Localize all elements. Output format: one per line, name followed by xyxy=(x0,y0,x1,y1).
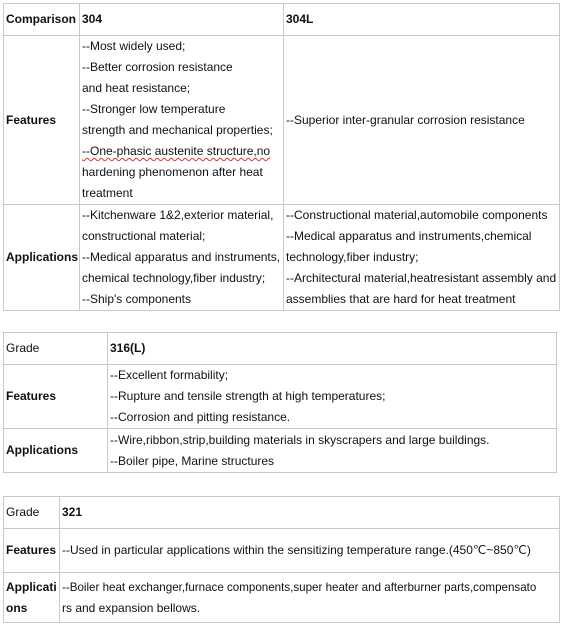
features-line: --Rupture and tensile strength at high temperatures; xyxy=(110,389,386,403)
features-cell xyxy=(108,365,557,429)
applications-label-line: Applicati xyxy=(6,579,57,594)
applications-304l-line: --Constructional material,automobile components xyxy=(286,208,548,222)
features-label: Features xyxy=(4,529,60,573)
applications-line: rs and expansion bellows. xyxy=(62,600,201,615)
grade-label: Grade xyxy=(4,333,108,365)
table-row xyxy=(4,365,557,429)
applications-label xyxy=(4,573,60,623)
features-304-line: --Most widely used; xyxy=(82,39,186,53)
features-304-line: and heat resistance; xyxy=(82,81,191,95)
applications-304-line: --Ship's components xyxy=(82,292,192,306)
grade-value: 321 xyxy=(60,497,560,529)
applications-304-cell xyxy=(80,205,284,311)
applications-line: --Boiler pipe, Marine structures xyxy=(110,453,275,468)
features-line: --Corrosion and pitting resistance. xyxy=(110,410,291,424)
applications-304-line: --Medical apparatus and instruments, xyxy=(82,250,281,264)
applications-304l-line: --Architectural material,heatresistant assembly and xyxy=(286,271,557,285)
grade-316l-table xyxy=(3,332,557,473)
table-row xyxy=(4,529,560,573)
features-304l-cell: --Superior inter-granular corrosion resistance xyxy=(284,36,560,205)
applications-304-line: constructional material; xyxy=(82,229,206,243)
applications-304-line: chemical technology,fiber industry; xyxy=(82,271,266,285)
features-304-line: --Stronger low temperature xyxy=(82,102,226,116)
features-label: Features xyxy=(4,365,108,429)
features-304-line: strength and mechanical properties; xyxy=(82,123,273,137)
features-304-line: treatment xyxy=(82,186,133,200)
applications-304l-line: technology,fiber industry; xyxy=(286,250,419,264)
applications-line: --Boiler heat exchanger,furnace components,super heater and afterburner parts,compensato xyxy=(62,580,537,594)
grade-value: 316(L) xyxy=(108,333,557,365)
features-304-line: --Better corrosion resistance xyxy=(82,60,233,74)
table-row xyxy=(4,497,560,529)
header-comparison: Comparison xyxy=(4,4,80,36)
features-304-line: --One-phasic austenite structure,no xyxy=(82,144,271,158)
applications-304l-line: --Medical apparatus and instruments,chemical xyxy=(286,229,532,243)
header-304: 304 xyxy=(80,4,284,36)
features-line: --Excellent formability; xyxy=(110,368,229,382)
grade-label: Grade xyxy=(4,497,60,529)
applications-line: --Wire,ribbon,strip,building materials in skyscrapers and large buildings. xyxy=(110,432,490,447)
table-row xyxy=(4,429,557,473)
grade-321-table xyxy=(3,496,560,623)
applications-label-line: ons xyxy=(6,600,28,615)
features-cell: --Used in particular applications within the sensitizing temperature range.(450℃~850℃) xyxy=(60,529,560,573)
applications-label: Applications xyxy=(4,205,80,311)
applications-cell xyxy=(60,573,560,623)
features-304-line: hardening phenomenon after heat xyxy=(82,165,263,179)
table-row xyxy=(4,4,560,36)
applications-304l-line: assemblies that are hard for heat treatment xyxy=(286,292,516,306)
table-row xyxy=(4,333,557,365)
header-304l: 304L xyxy=(284,4,560,36)
features-label: Features xyxy=(4,36,80,205)
table-row xyxy=(4,573,560,623)
table-row xyxy=(4,36,560,205)
applications-cell xyxy=(108,429,557,473)
features-304-cell xyxy=(80,36,284,205)
comparison-table xyxy=(3,3,560,311)
applications-304l-cell xyxy=(284,205,560,311)
applications-304-line: --Kitchenware 1&2,exterior material, xyxy=(82,208,274,222)
table-row xyxy=(4,205,560,311)
applications-label: Applications xyxy=(4,429,108,473)
